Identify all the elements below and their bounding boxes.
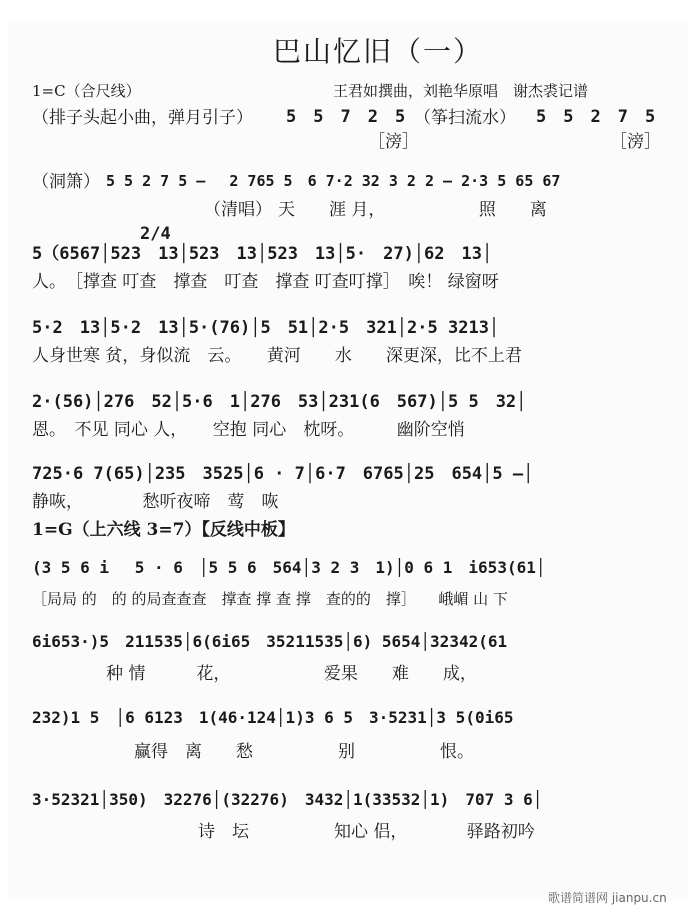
notation-row: 3·52321│350) 32276│(32276) 3432│1(33532│1) 707 3 6│: [32, 790, 543, 809]
key-signature-g: 1=G（上六线 3=7）【反线中板】: [32, 520, 295, 540]
notation-row: 232)1 5 │6 6123 1(46·124│1)3 6 5 3·5231│3 5(0i65: [32, 708, 514, 727]
lyric-row: 诗 坛 知心 侣， 驿路初吟: [198, 822, 535, 842]
lyric-row: 人。 ［撑查 叮查 撑查 叮查 撑查 叮查叮撑］ 唉！ 绿窗呀: [32, 272, 499, 292]
zheng-label: （筝扫流水）: [414, 108, 516, 128]
page-title: 巴山忆旧（一）: [273, 35, 484, 68]
lyric-row: 天 涯 月， 照 离: [278, 200, 547, 220]
lyric-row: 恩。 不见 同心 人， 空抱 同心 枕呀。 幽阶空悄: [32, 420, 465, 440]
zheng-notes: 5 5 2 7 5: [536, 107, 656, 127]
lyric-row: 赢得 离 愁 别 恨。: [134, 742, 474, 762]
notation-row: 5 5 2 7 5 – 2 765 5 6 7·2 32 3 2 2 – 2·3 5 65 67: [106, 172, 561, 190]
lyric-row: 人身世寒 贫，身似流 云。 黄河 水 深更深，比不上君: [32, 346, 522, 366]
notation-row: 725·6 7(65)│235 3525│6 · 7│6·7 6765│25 654│5 –│: [32, 464, 534, 484]
notation-row: (3 5 6 i 5 · 6 │5 5 6 564│3 2 3 1)│0 6 1 i653(61│: [32, 558, 546, 577]
notation-row: 2·(56)│276 52│5·6 1│276 53│231(6 567)│5 5 32│: [32, 392, 527, 412]
key-signature-c: 1=C（合尺线）: [32, 82, 141, 100]
notation-row: 5·2 13│5·2 13│5·(76)│5 51│2·5 321│2·5 3213│: [32, 318, 500, 338]
time-signature: 2/4: [140, 224, 171, 244]
row-prefix: （洞箫）: [32, 172, 100, 192]
notation-row: 6i653·)5 211535│6(6i65 35211535│6) 5654│32342(61: [32, 632, 508, 651]
credits: 王君如撰曲，刘艳华原唱 谢杰裘记谱: [333, 82, 589, 100]
score-sheet: [8, 20, 688, 900]
notation-row: 5（6567│523 13│523 13│523 13│5· 27)│62 13│: [32, 244, 493, 264]
percussion-mark: ［滂］: [610, 132, 661, 152]
lyric-row: 静咴， 愁听夜啼 莺 咴: [32, 492, 279, 512]
lyric-row: 种 情 花， 爱果 难 成，: [106, 664, 477, 684]
intro-notes: 5 5 7 2 5: [286, 107, 406, 127]
intro-label: （排子头起小曲，弹月引子）: [32, 108, 253, 128]
watermark: 歌谱简谱网 jianpu.cn: [548, 891, 667, 905]
lyric-row: ［局局 的 的 的局查查查 撑查 撑 查 撑 查的的 撑］ 峨嵋 山 下: [32, 590, 508, 608]
qingchang-label: （清唱）: [204, 200, 272, 220]
percussion-mark: ［滂］: [368, 132, 419, 152]
